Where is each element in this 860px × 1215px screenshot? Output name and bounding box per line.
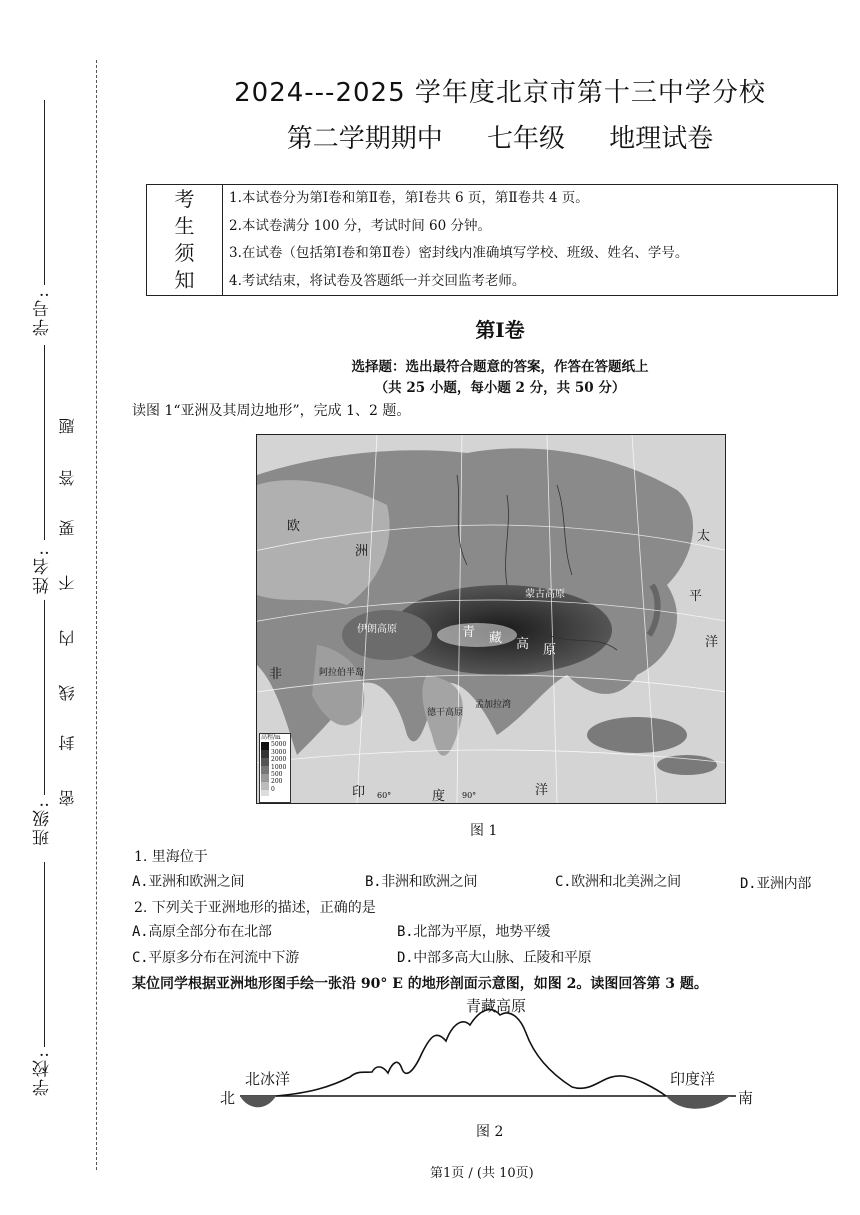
seal-char: 内 <box>58 630 77 646</box>
student-id-label: 学号: <box>33 290 53 336</box>
question-1-option-c: C.欧洲和北美洲之间 <box>555 874 681 890</box>
question-1-option-d: D.亚洲内部 <box>740 876 812 892</box>
name-fill-line <box>44 345 45 540</box>
longitude-label: 60° <box>377 791 392 800</box>
class-fill-line <box>44 600 45 795</box>
map-label: 洋 <box>535 783 549 798</box>
map-label: 孟加拉湾 <box>475 700 512 710</box>
map-label: 青 <box>462 625 476 640</box>
seal-char: 答 <box>58 470 77 486</box>
question-1-option-a: A.亚洲和欧洲之间 <box>132 874 245 890</box>
school-label: 学校: <box>33 1050 53 1096</box>
notice-items <box>223 185 838 296</box>
legend-value: 0 <box>271 785 275 793</box>
profile-peak-label: 青藏高原 <box>466 997 527 1015</box>
map-label: 欧 <box>287 519 301 534</box>
figure-1-caption: 图 1 <box>470 823 498 839</box>
section-score-note: （共 25 小题，每小题 2 分，共 50 分） <box>374 380 626 396</box>
map-label: 太 <box>697 529 711 544</box>
longitude-label: 90° <box>462 791 477 800</box>
legend-value: 200 <box>271 778 283 786</box>
map-label: 非 <box>269 667 283 682</box>
map-label: 洲 <box>355 544 369 559</box>
notice-item: 4.考试结束，将试卷及答题纸一并交回监考老师。 <box>229 272 526 289</box>
notice-item: 3.在试卷（包括第Ⅰ卷和第Ⅱ卷）密封线内准确填写学校、班级、姓名、学号。 <box>229 245 689 261</box>
seal-char: 线 <box>58 685 77 701</box>
map-label: 原 <box>543 643 557 658</box>
question-2-stem: 2. 下列关于亚洲地形的描述，正确的是 <box>134 900 376 916</box>
seal-char: 题 <box>58 418 77 434</box>
legend-value: 2000 <box>271 756 287 764</box>
profile-north-label: 北 <box>220 1089 236 1107</box>
map-label: 阿拉伯半岛 <box>319 668 365 678</box>
notice-heading: 考 生 须 知 <box>147 185 223 296</box>
exam-subject: 地理试卷 <box>609 124 714 154</box>
legend-value: 500 <box>271 771 283 779</box>
exam-notice-table <box>146 184 838 296</box>
figure-2-caption: 图 2 <box>476 1124 504 1140</box>
profile-south-label: 南 <box>738 1089 754 1107</box>
volume-title: 第Ⅰ卷 <box>475 318 525 342</box>
question-1-option-b: B.非洲和欧洲之间 <box>365 874 478 890</box>
map-label: 伊朗高原 <box>357 624 397 635</box>
notice-item: 2.本试卷满分 100 分，考试时间 60 分钟。 <box>229 217 491 234</box>
page-footer: 第1页 / (共 10页) <box>430 1166 534 1181</box>
asia-terrain-map <box>256 434 726 804</box>
map-label: 印 <box>352 785 366 800</box>
section-instruction: 选择题：选出最符合题意的答案，作答在答题纸上 <box>351 359 649 375</box>
legend-value: 5000 <box>271 741 287 749</box>
question-3-prompt: 某位同学根据亚洲地形图手绘一张沿 90° E 的地形剖面示意图，如图 2。读图回答第 3 题。 <box>132 976 708 992</box>
map-label: 蒙古高原 <box>525 589 565 600</box>
seal-char: 要 <box>58 520 77 536</box>
exam-title-line2 <box>150 118 850 155</box>
legend-title: 高程/m <box>261 734 281 741</box>
elevation-legend <box>259 733 291 803</box>
map-label: 藏 <box>489 631 503 646</box>
question-2-option-d: D.中部多高大山脉、丘陵和平原 <box>397 950 592 966</box>
question-2-option-a: A.高原全部分布在北部 <box>132 924 272 940</box>
seal-char: 密 <box>58 790 77 806</box>
profile-right-sea: 印度洋 <box>670 1070 716 1088</box>
map-label: 平 <box>689 589 703 604</box>
student-id-fill-line <box>44 100 45 285</box>
notice-item: 1.本试卷分为第Ⅰ卷和第Ⅱ卷，第Ⅰ卷共 6 页，第Ⅱ卷共 4 页。 <box>229 190 589 206</box>
class-label: 班级: <box>33 800 53 846</box>
exam-title-line1: 2024---2025 学年度北京市第十三中学分校 <box>234 78 766 108</box>
legend-value: 3000 <box>271 748 287 756</box>
map-label: 高 <box>516 637 530 652</box>
school-fill-line <box>44 862 45 1047</box>
terrain-profile-figure <box>200 995 780 1115</box>
asia-terrain-map-graphic <box>257 435 725 803</box>
binding-dashed-line <box>96 60 97 1170</box>
question-1-stem: 1. 里海位于 <box>134 849 208 865</box>
seal-char: 不 <box>58 575 77 591</box>
question-2-option-b: B.北部为平原，地势平缓 <box>397 924 551 940</box>
map-label: 德干高原 <box>427 708 464 718</box>
seal-char: 封 <box>58 735 77 751</box>
question-2-option-c: C.平原多分布在河流中下游 <box>132 950 299 966</box>
legend-value: 1000 <box>271 763 287 771</box>
exam-term: 第二学期期中 <box>286 124 443 154</box>
read-map-prompt: 读图 1“亚洲及其周边地形”，完成 1、2 题。 <box>132 403 411 419</box>
map-label: 度 <box>432 789 446 804</box>
exam-grade: 七年级 <box>486 124 565 154</box>
map-label: 洋 <box>705 635 719 650</box>
profile-left-sea: 北冰洋 <box>245 1070 291 1088</box>
name-label: 姓名: <box>33 548 53 594</box>
